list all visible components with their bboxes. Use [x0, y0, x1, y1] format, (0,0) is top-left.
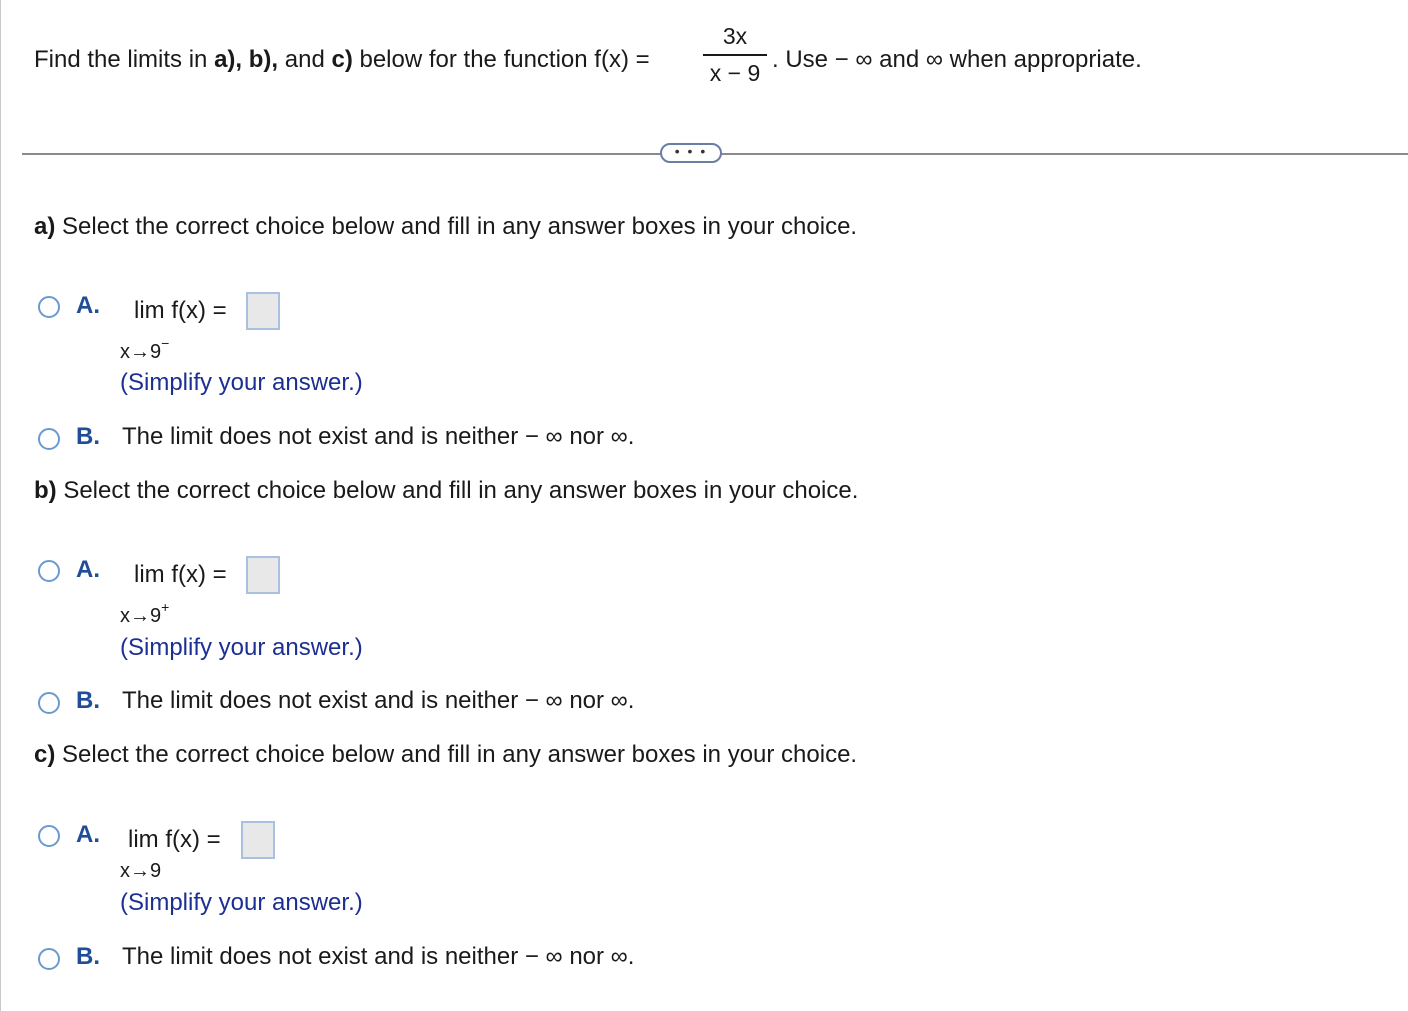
- part-b-answer-box[interactable]: [246, 556, 280, 594]
- part-b-label: b): [34, 477, 57, 504]
- fraction-numerator: 3x: [722, 23, 748, 49]
- part-c-answer-box[interactable]: [241, 821, 275, 859]
- part-c-label: c): [34, 741, 56, 768]
- part-a-lim-text: lim f(x) =: [134, 297, 227, 324]
- question-instruction: . Use − ∞ and ∞ when appropriate.: [772, 46, 1142, 73]
- part-b-choice-a-letter: A.: [76, 556, 100, 583]
- part-a-prompt-text: Select the correct choice below and fill in any answer boxes in your choice.: [55, 213, 858, 240]
- part-b-lim-text: lim f(x) =: [134, 561, 227, 588]
- fraction-denominator: x − 9: [709, 60, 761, 86]
- part-c-choice-a-radio[interactable]: [38, 825, 60, 847]
- part-a-label: a): [34, 213, 56, 240]
- part-a-approach-text: x→9: [120, 341, 162, 363]
- part-b-approach-text: x→9: [120, 605, 162, 627]
- part-c-approach-text: x→9: [120, 860, 162, 882]
- part-c-approach: [120, 859, 161, 884]
- question-mid: and: [278, 46, 332, 73]
- part-b-choice-b-letter: B.: [76, 687, 100, 714]
- question-tail: below for the function f(x) =: [352, 46, 650, 73]
- part-a-choice-a-letter: A.: [76, 292, 100, 319]
- part-a-answer-box[interactable]: [246, 292, 280, 330]
- part-a-approach-sign: −: [161, 335, 170, 351]
- question-part-c-ref: c): [331, 46, 353, 73]
- part-a-choice-a-radio[interactable]: [38, 296, 60, 318]
- more-options-button[interactable]: • • •: [660, 143, 722, 163]
- part-b-approach: [120, 599, 170, 629]
- part-a-choice-b-radio[interactable]: [38, 428, 60, 450]
- part-c-prompt: [34, 740, 857, 770]
- part-c-choice-b-radio[interactable]: [38, 948, 60, 970]
- part-c-choice-b-letter: B.: [76, 943, 100, 970]
- part-a-approach: [120, 335, 170, 365]
- question-prefix: Find the limits in: [34, 46, 215, 73]
- part-b-approach-sign: +: [161, 599, 170, 615]
- part-b-hint: (Simplify your answer.): [120, 634, 363, 661]
- question-part-b-ref: b),: [248, 46, 279, 73]
- question-sep: [242, 46, 249, 73]
- part-c-lim-text: lim f(x) =: [128, 826, 221, 853]
- part-b-choice-b-text: The limit does not exist and is neither − ∞ nor ∞.: [122, 687, 635, 714]
- part-b-choice-a-radio[interactable]: [38, 560, 60, 582]
- part-a-hint: (Simplify your answer.): [120, 369, 363, 396]
- page-left-border: [0, 0, 1, 1011]
- part-a-choice-b-text: The limit does not exist and is neither − ∞ nor ∞.: [122, 423, 635, 450]
- part-c-choice-b-text: The limit does not exist and is neither − ∞ nor ∞.: [122, 943, 635, 970]
- part-a-prompt: [34, 212, 857, 242]
- function-fraction: [703, 22, 767, 87]
- part-c-choice-a-letter: A.: [76, 821, 100, 848]
- fraction-bar: [703, 54, 767, 56]
- part-c-hint: (Simplify your answer.): [120, 889, 363, 916]
- part-b-choice-b-radio[interactable]: [38, 692, 60, 714]
- question-text: [34, 44, 650, 76]
- part-b-prompt-text: Select the correct choice below and fill in any answer boxes in your choice.: [56, 477, 859, 504]
- part-a-choice-b-letter: B.: [76, 423, 100, 450]
- part-b-prompt: [34, 476, 858, 506]
- question-part-a-ref: a),: [214, 46, 243, 73]
- part-c-prompt-text: Select the correct choice below and fill in any answer boxes in your choice.: [55, 741, 858, 768]
